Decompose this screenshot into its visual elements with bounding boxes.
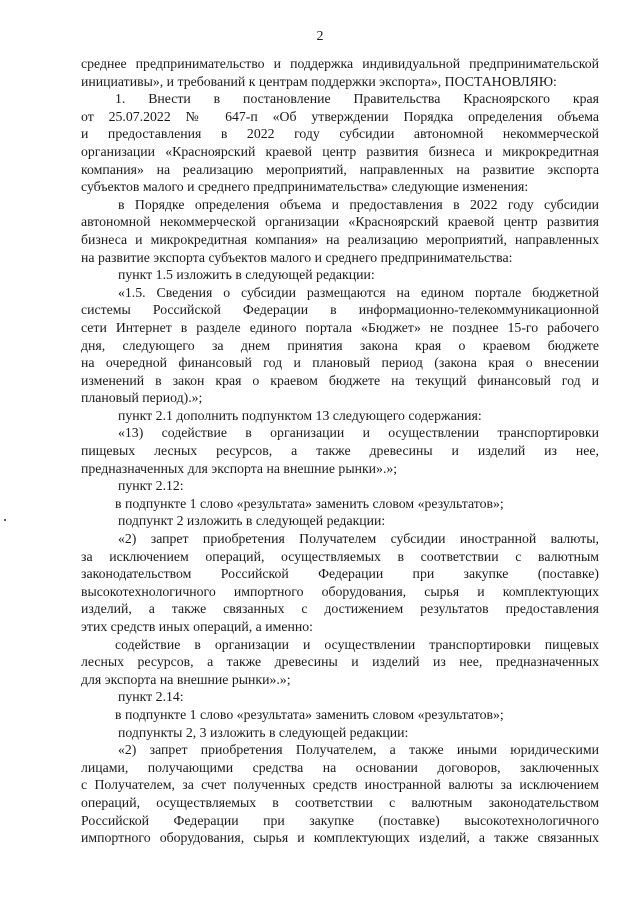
text-line: автономной некоммерческой организации «Красноярский краевой центр развития bbox=[81, 214, 599, 230]
text-line: высокотехнологичного импортного оборудования, сырья и комплектующих bbox=[81, 583, 599, 599]
text-line: «2) запрет приобретения Получателем субсидии иностранной валюты, bbox=[118, 531, 599, 547]
text-line: в Порядке определения объема и предоставления в 2022 году субсидии bbox=[118, 196, 599, 212]
text-line: для экспорта на внешние рынки».»; bbox=[81, 671, 291, 687]
text-line: пищевых лесных ресурсов, а также древесины и изделий из нее, bbox=[81, 443, 599, 459]
text-line: пункт 2.12: bbox=[118, 478, 184, 494]
text-line: бизнеса и микрокредитная компания» на реализацию мероприятий, направленных bbox=[81, 231, 599, 247]
text-line: лицами, получающими средства на основании договоров, заключенных bbox=[81, 759, 599, 775]
text-line: предназначенных для экспорта на внешние рынки».»; bbox=[81, 460, 398, 476]
text-line: законодательством Российской Федерации при закупке (поставке) bbox=[81, 566, 599, 582]
text-line: 1. Внести в постановление Правительства Красноярского края bbox=[115, 91, 599, 107]
text-line: за исключением операций, осуществляемых в соответствии с валютным bbox=[81, 548, 599, 564]
text-line: операций, осуществляемых в соответствии с валютным законодательством bbox=[81, 794, 599, 810]
text-line: содействие в организации и осуществлении транспортировки пищевых bbox=[115, 636, 599, 652]
text-line: пункт 2.1 дополнить подпунктом 13 следующего содержания: bbox=[118, 407, 482, 423]
text-line: в подпункте 1 слово «результата» заменить словом «результатов»; bbox=[115, 495, 504, 511]
text-line: плановый период).»; bbox=[81, 390, 203, 406]
text-line: на развитие экспорта субъектов малого и среднего предпринимательства: bbox=[81, 249, 513, 265]
text-line: дня, следующего за днем принятия закона края о краевом бюджете bbox=[81, 337, 599, 353]
text-line: на очередной финансовый год и плановый период (закона края о внесении bbox=[81, 355, 599, 371]
scan-mark bbox=[4, 519, 6, 521]
text-line: импортного оборудования, сырья и комплектующих изделий, а также связанных bbox=[81, 830, 599, 846]
text-line: пункт 2.14: bbox=[118, 689, 184, 705]
text-line: субъектов малого и среднего предпринимательства» следующие изменения: bbox=[81, 179, 529, 195]
text-line: Российской Федерации при закупке (поставке) высокотехнологичного bbox=[81, 812, 599, 828]
text-line: среднее предпринимательство и поддержка индивидуальной предпринимательской bbox=[81, 56, 599, 71]
text-line: сети Интернет в разделе единого портала «Бюджет» не позднее 15-го рабочего bbox=[81, 319, 599, 335]
text-line: компания» на реализацию мероприятий, направленных на развитие экспорта bbox=[81, 161, 599, 177]
text-line: «13) содействие в организации и осуществлении транспортировки bbox=[118, 425, 599, 441]
text-line: системы Российской Федерации в информационно-телекоммуникационной bbox=[81, 302, 599, 318]
text-line: подпункты 2, 3 изложить в следующей редакции: bbox=[118, 724, 409, 740]
text-line: организации «Красноярский краевой центр развития бизнеса и микрокредитная bbox=[81, 143, 599, 159]
text-line: «1.5. Сведения о субсидии размещаются на едином портале бюджетной bbox=[118, 284, 599, 300]
text-line: и предоставления в 2022 году субсидии автономной некоммерческой bbox=[81, 126, 599, 142]
document-body bbox=[81, 55, 599, 847]
text-line: от 25.07.2022 № 647-п «Об утверждении Порядка определения объема bbox=[81, 108, 599, 124]
text-line: с Получателем, за счет полученных средств иностранной валюты за исключением bbox=[81, 777, 599, 793]
text-line: изменений в закон края о краевом бюджете на текущий финансовый год и bbox=[81, 372, 599, 388]
text-line: пункт 1.5 изложить в следующей редакции: bbox=[118, 267, 375, 283]
text-line: «2) запрет приобретения Получателем, а также иными юридическими bbox=[118, 742, 599, 758]
page-number: 2 bbox=[316, 29, 324, 44]
text-line: лесных ресурсов, а также древесины и изделий из нее, предназначенных bbox=[81, 654, 599, 670]
text-line: в подпункте 1 слово «результата» заменить словом «результатов»; bbox=[115, 706, 504, 722]
text-line: изделий, а также связанных с достижением результатов предоставления bbox=[81, 601, 599, 617]
text-line: этих средств иных операций, а именно: bbox=[81, 619, 313, 634]
text-line: инициативы», и требований к центрам поддержки экспорта», ПОСТАНОВЛЯЮ: bbox=[81, 73, 557, 89]
text-line: подпункт 2 изложить в следующей редакции: bbox=[118, 513, 386, 529]
